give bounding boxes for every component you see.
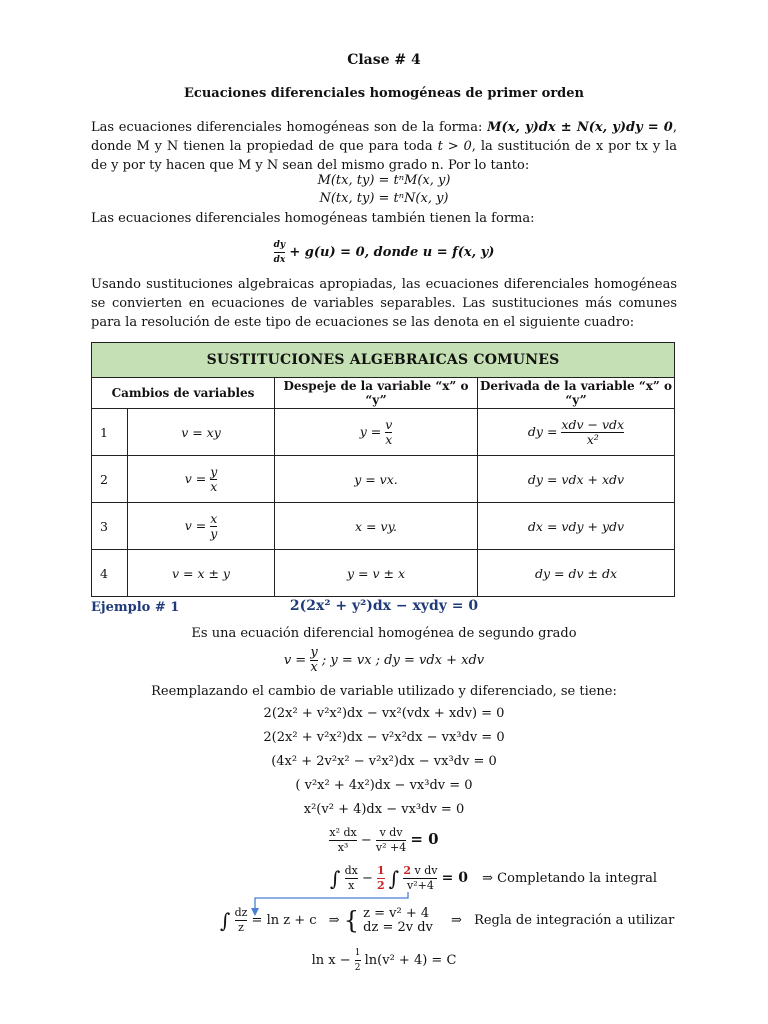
row-number: 2	[92, 456, 128, 503]
row-number: 3	[92, 503, 128, 550]
fraction-denominator: x	[210, 478, 218, 494]
step-line: x²(v² + 4)dx − vx³dv = 0	[303, 802, 465, 817]
change-cell: v = x ± y	[128, 550, 275, 597]
fraction-denominator: dx	[274, 252, 286, 267]
brace-icon: {	[343, 906, 359, 935]
fraction-numerator: x² dx	[329, 826, 357, 839]
integral-sign-icon: ∫	[330, 866, 341, 891]
step-line: 2(2x² + v²x²)dx − v²x²dx − vx³dv = 0	[263, 730, 505, 745]
numerator-rest: v dv	[411, 864, 438, 877]
fraction-step: $\frac{\text{x² dx}}{\text{x³}}$ − $\frac{\text{v dv}}{\text{v² +4}}$ = 0	[329, 826, 439, 854]
table-heading: SUSTITUCIONES ALGEBRAICAS COMUNES	[92, 343, 675, 378]
substitution-system	[363, 907, 433, 935]
red-factor: 2	[403, 864, 412, 877]
fraction-step-rhs: = 0	[410, 830, 439, 848]
rule-fraction	[235, 906, 248, 935]
implies-arrow-icon: ⇒	[451, 913, 462, 928]
fraction-denominator: x²	[561, 432, 624, 447]
fraction-numerator: xdv − vdx	[561, 416, 625, 432]
homogeneity-eq-n: N(tx, ty) = tⁿN(x, y)	[319, 191, 449, 206]
sub-lhs: v =	[283, 653, 307, 668]
system-line-1: z = v² + 4	[363, 905, 430, 921]
implies-arrow-icon: ⇒	[328, 913, 340, 928]
second-form-text: Las ecuaciones diferenciales homogéneas también tienen la forma:	[91, 211, 535, 226]
change-lhs: v =	[184, 517, 207, 533]
fraction-numerator: y	[310, 645, 318, 660]
rule-step	[220, 906, 674, 935]
fraction-numerator: v	[385, 416, 393, 432]
fraction-numerator: dy	[273, 240, 286, 250]
fraction-denominator: v² +4	[375, 841, 407, 854]
fraction-numerator: 1	[377, 864, 385, 877]
fraction-numerator: dz	[234, 906, 248, 919]
system-line-2: dz = 2v dv	[363, 919, 433, 935]
change-lhs: v =	[184, 470, 207, 486]
final-rhs: ln(v² + 4) = C	[364, 953, 457, 968]
row-number: 4	[92, 550, 128, 597]
fraction-denominator: x	[385, 431, 393, 447]
intro-formula: M(x, y)dx ± N(x, y)dy = 0	[487, 120, 673, 135]
homogeneity-eq-m: M(tx, ty) = tⁿM(x, y)	[317, 173, 451, 188]
example-label: Ejemplo # 1	[91, 600, 180, 615]
replace-text: Reemplazando el cambio de variable utilizado y diferenciado, se tiene:	[151, 684, 617, 699]
intro-text-a: Las ecuaciones diferenciales homogéneas son de la forma:	[91, 120, 483, 135]
example-equation: 2(2x² + y²)dx − xydy = 0	[289, 598, 479, 614]
fraction-denominator: y	[210, 525, 218, 541]
step-line: 2(2x² + v²x²)dx − vx²(vdx + xdv) = 0	[263, 706, 505, 721]
column-header-solve: Despeje de la variable “x” o “y”	[275, 378, 478, 409]
row-number: 1	[92, 409, 128, 456]
column-header-derivative: Derivada de la variable “x” o “y”	[478, 378, 675, 409]
solve-lhs: y =	[359, 423, 382, 439]
fraction-denominator: v²+4	[403, 878, 437, 893]
fraction-denominator: x	[310, 660, 318, 675]
change-cell: v = xy	[128, 409, 275, 456]
rule-note: Regla de integración a utilizar	[474, 913, 675, 928]
final-fraction	[355, 946, 361, 975]
fraction-denominator: x	[345, 878, 358, 893]
example-description: Es una ecuación diferencial homogénea de segundo grado	[191, 626, 577, 641]
solve-cell: y = vx.	[275, 456, 478, 503]
second-form-rest: + g(u) = 0, donde u = f(x, y)	[289, 245, 495, 260]
derivative-cell: dy = dv ± dx	[478, 550, 675, 597]
derivative-cell: dx = vdy + ydv	[478, 503, 675, 550]
page-subtitle: Ecuaciones diferenciales homogéneas de primer orden	[184, 86, 584, 101]
page-title: Clase # 4	[347, 52, 421, 68]
fraction-numerator: dx	[344, 864, 358, 877]
fraction-denominator: z	[235, 920, 248, 935]
step-line: ( v²x² + 4x²)dx − vx³dv = 0	[295, 778, 473, 793]
derivative-cell: dy = vdx + xdv	[478, 456, 675, 503]
integral-step: ∫ $\frac{dx}{x}$ − $\frac{1}{2}$ ∫ $\frac{\text{2 v dv}}{\text{v²+4}}$ = 0 ⇒ Completando la integral	[330, 864, 658, 892]
fraction-numerator: 1	[354, 948, 361, 958]
intro-t-condition: t > 0	[437, 139, 472, 154]
step-line: (4x² + 2v²x² − v²x²)dx − vx³dv = 0	[271, 754, 497, 769]
integral-note: Completando la integral	[497, 871, 658, 886]
rule-integral-result: = ln z + c	[251, 913, 317, 928]
integral-sign-icon: ∫	[220, 908, 231, 933]
derivative-lhs: dy =	[527, 423, 558, 439]
final-result	[0, 946, 768, 975]
fraction-numerator: y	[210, 463, 218, 479]
fraction-denominator: x³	[329, 840, 356, 855]
fraction-numerator: v dv	[379, 826, 403, 839]
fraction-numerator: x	[210, 510, 218, 526]
intro-text-b: , donde M y N tienen la propiedad de que para toda	[91, 120, 677, 154]
integral-sign-icon: ∫	[388, 866, 400, 891]
fraction-denominator: 2	[377, 879, 385, 892]
integral-rhs: = 0	[441, 870, 468, 886]
intro-text-c: , la sustitución de x por tx y la de y por ty hacen que M y N sean del mismo grado n. Por lo tanto:	[91, 139, 677, 173]
substitutions-paragraph: Usando sustituciones algebraicas apropiadas, las ecuaciones diferenciales homogéneas se convierten en ecuaciones de variables separables. Las sustituciones más comunes para la resolución de este tipo de ecuaciones se las denota en el siguiente cuadro:	[91, 277, 677, 330]
sub-rest: ; y = vx ; dy = vdx + xdv	[321, 653, 485, 668]
fraction-denominator: 2	[355, 960, 361, 975]
implies-arrow-icon: ⇒	[482, 871, 494, 886]
column-header-changes: Cambios de variables	[92, 378, 275, 409]
final-lhs: ln x −	[311, 953, 351, 968]
solve-cell: y = v ± x	[275, 550, 478, 597]
solve-cell: x = vy.	[275, 503, 478, 550]
